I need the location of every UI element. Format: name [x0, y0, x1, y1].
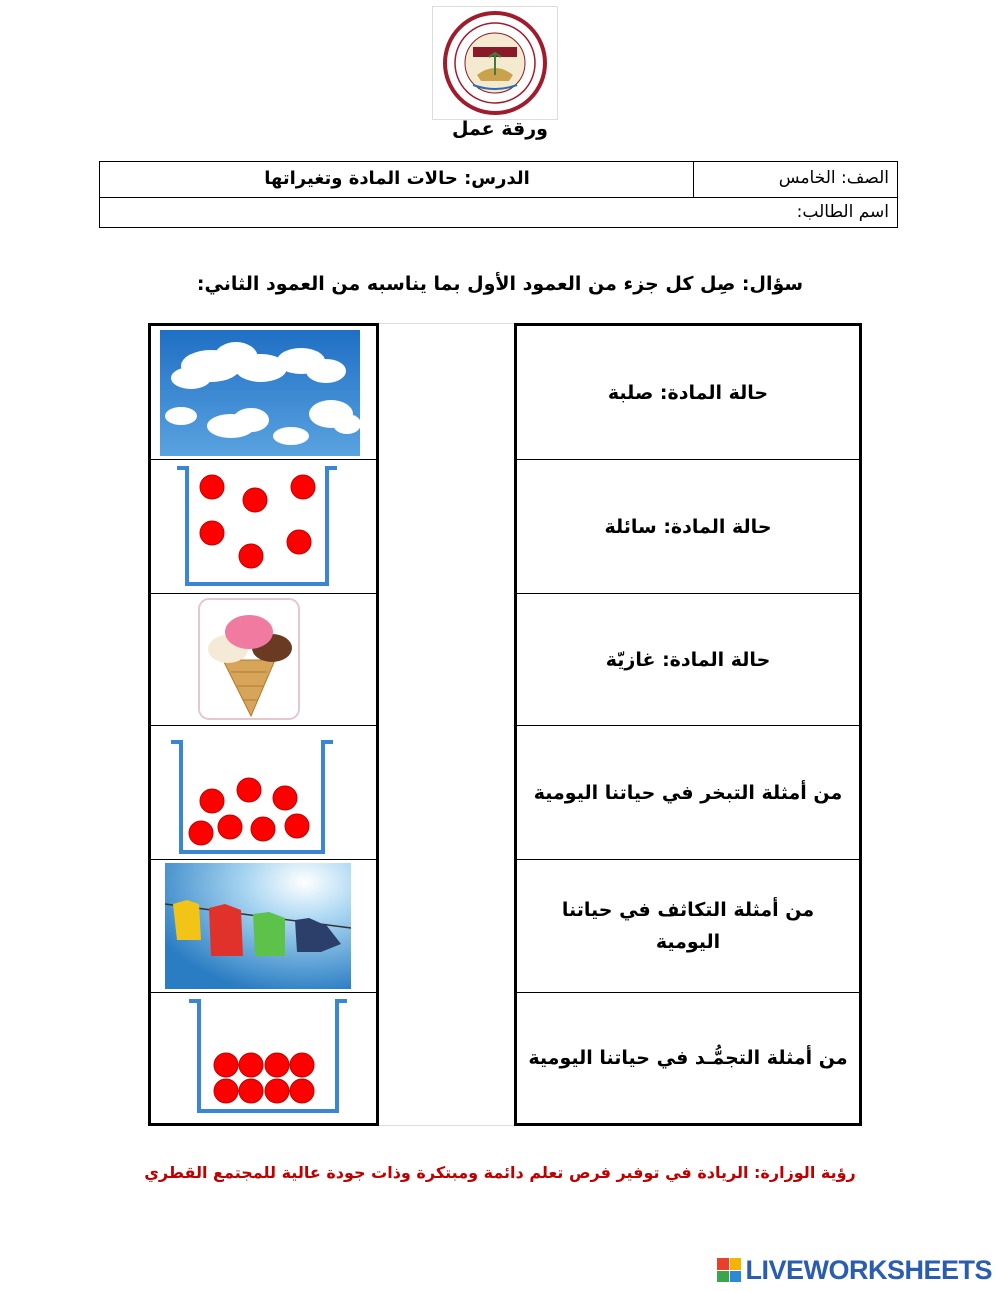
ministry-vision-footer: رؤية الوزارة: الريادة في توفير فرص تعلم دائمة ومبتكرة وذات جودة عالية للمجتمع القطري — [144, 1163, 856, 1182]
column-texts — [514, 323, 862, 1126]
header-row-1 — [100, 162, 897, 198]
liveworksheets-badge-icon — [717, 1258, 741, 1282]
match-text-1[interactable]: حالة المادة: صلبة — [517, 326, 859, 460]
worksheet-title: ورقة عمل — [451, 118, 548, 140]
match-image-clouds[interactable] — [151, 326, 376, 460]
match-image-solid-particles[interactable] — [151, 993, 376, 1123]
match-image-clothes-drying[interactable] — [151, 860, 376, 993]
match-image-liquid-particles[interactable] — [151, 726, 376, 860]
column-images — [148, 323, 379, 1126]
liveworksheets-wordmark: LIVEWORKSHEETS — [745, 1254, 992, 1285]
student-name-field[interactable]: اسم الطالب: — [796, 202, 889, 222]
header-table — [99, 161, 898, 228]
lesson-cell: الدرس: حالات المادة وتغيراتها — [264, 168, 530, 189]
match-text-6[interactable]: من أمثلة التجمُّـد في حياتنا اليومية — [528, 1047, 848, 1069]
match-image-ice-cream[interactable] — [151, 594, 376, 726]
liveworksheets-logo[interactable] — [717, 1255, 992, 1285]
question-text: سؤال: صِل كل جزء من العمود الأول بما يناسبه من العمود الثاني: — [196, 273, 804, 295]
match-text-2[interactable]: حالة المادة: سائلة — [517, 460, 859, 594]
school-logo — [432, 6, 558, 120]
match-image-gas-particles[interactable] — [151, 460, 376, 594]
connection-area[interactable] — [379, 323, 516, 1126]
match-text-5[interactable]: من أمثلة التكاثف في حياتنا اليومية — [517, 860, 859, 993]
match-text-4[interactable]: من أمثلة التبخر في حياتنا اليومية — [517, 726, 859, 860]
match-text-3[interactable]: حالة المادة: غازيّة — [517, 594, 859, 726]
grade-cell: الصف: الخامس — [693, 162, 897, 198]
